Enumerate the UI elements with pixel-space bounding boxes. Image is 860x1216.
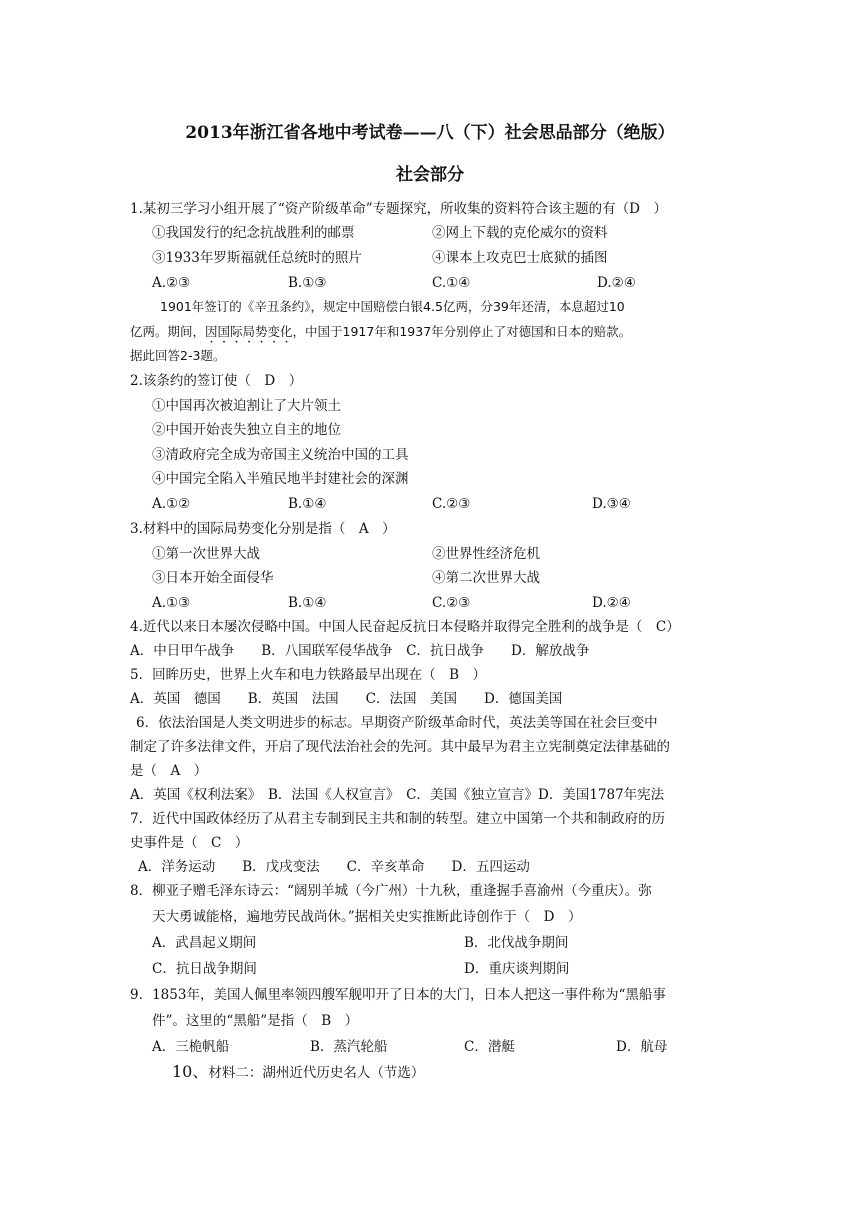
q2-option-b: B.①④ [288,496,327,512]
q3-option-a: A.①③ [152,595,191,611]
q3-option-d: D.②④ [592,595,631,611]
q9-option-d: D．航母 [616,1039,668,1055]
q9-option-c: C．潜艇 [464,1039,515,1055]
material-line-2 [130,323,631,346]
question-6-line-3: 是（ A ） [130,763,208,779]
q8-option-a: A．武昌起义期间 [152,935,257,951]
q1-option-a: A.②③ [152,275,191,291]
q2-statement-1: ①中国再次被迫割让了大片领土 [152,398,341,414]
q2-option-c: C.②③ [432,496,471,512]
q2-option-d: D.③④ [592,496,631,512]
question-1-stem: 1.某初三学习小组开展了“资产阶级革命”专题探究，所收集的资料符合该主题的有（D ） [130,201,668,217]
q9-option-a: A．三桅帆船 [152,1039,230,1055]
q1-option-c: C.①④ [432,275,471,291]
question-9-line-1: 9．1853年，美国人佩里率领四艘军舰叩开了日本的大门，日本人把这一事件称为“黑船事 [130,987,666,1003]
q1-statement-2: ②网上下载的克伦威尔的资料 [432,225,608,241]
question-5-stem: 5．回眸历史，世界上火车和电力铁路最早出现在（ B ） [130,667,487,683]
q8-option-d: D．重庆谈判期间 [464,961,570,977]
q2-statement-4: ④中国完全陷入半殖民地半封建社会的深渊 [152,471,409,487]
q4-options: A．中日甲午战争 B．八国联军侵华战争 C．抗日战争 D．解放战争 [130,643,590,659]
question-4-stem: 4.近代以来日本屡次侵略中国。中国人民奋起反抗日本侵略并取得完全胜利的战争是（ C） [130,619,680,635]
question-8-line-1: 8．柳亚子赠毛泽东诗云：“阔别羊城（今广州）十九秋，重逢握手喜渝州（今重庆）。弥 [130,883,652,899]
q3-statement-1: ①第一次世界大战 [152,546,260,562]
material-line-2-end: ，中国于1917年和1937年分别停止了对德国和日本的赔款。 [292,324,632,339]
q1-statement-1: ①我国发行的纪念抗战胜利的邮票 [152,225,355,241]
q2-option-a: A.①② [152,496,191,512]
question-3-stem: 3.材料中的国际局势变化分别是指（ A ） [130,521,396,537]
q3-statement-3: ③日本开始全面侵华 [152,570,274,586]
question-9-line-2: 件”。这里的“黑船”是指（ B ） [152,1013,359,1029]
q3-option-c: C.②③ [432,595,471,611]
q8-option-c: C．抗日战争期间 [152,961,257,977]
material-line-1: 1901年签订的《辛丑条约》，规定中国赔偿白银4.5亿两，分39年还清，本息超过10 [160,299,625,314]
q7-options: A．洋务运动 B．戊戌变法 C．辛亥革命 D．五四运动 [138,859,530,875]
q2-statement-2: ②中国开始丧失独立自主的地位 [152,422,341,438]
question-7-line-2: 史事件是（ C ） [130,835,249,851]
q6-options: A．英国《权利法案》 B．法国《人权宣言》 C．美国《独立宣言》D．美国1787年宪法 [130,787,665,803]
q2-statement-3: ③清政府完全成为帝国主义统治中国的工具 [152,447,409,463]
q1-option-d: D.②④ [597,275,636,291]
question-10-text: 材料二：湖州近代历史名人（节选） [208,1065,425,1081]
material-emphasis: 因国际局势变化 [205,324,293,339]
q1-option-b: B.①③ [288,275,327,291]
q1-statement-4: ④课本上攻克巴士底狱的插图 [432,250,608,266]
q3-option-b: B.①④ [288,595,327,611]
question-10-number: 10、 [172,1062,209,1081]
section-title: 社会部分 [396,165,464,185]
q3-statement-2: ②世界性经济危机 [432,546,540,562]
q3-statement-4: ④第二次世界大战 [432,570,540,586]
material-line-3: 据此回答2-3题。 [130,348,226,363]
question-6-line-1: 6．依法治国是人类文明进步的标志。早期资产阶级革命时代，英法美等国在社会巨变中 [136,715,658,731]
q5-options: A．英国 德国 B．英国 法国 C．法国 美国 D．德国美国 [130,691,563,707]
question-10 [172,1063,424,1082]
q8-option-b: B．北伐战争期间 [464,935,569,951]
question-2-stem: 2.该条约的签订使（ D ） [130,373,303,389]
page-title: 2013年浙江省各地中考试卷——八（下）社会思品部分（绝版） [185,123,675,143]
q1-statement-3: ③1933年罗斯福就任总统时的照片 [152,250,362,266]
question-7-line-1: 7．近代中国政体经历了从君主专制到民主共和制的转型。建立中国第一个共和制政府的历 [130,811,666,827]
material-line-2-start: 亿两。期间， [130,324,206,339]
question-6-line-2: 制定了许多法律文件，开启了现代法治社会的先河。其中最早为君主立宪制奠定法律基础的 [130,739,670,755]
question-8-line-2: 天大勇诚能格，遍地劳民战尚休。”据相关史实推断此诗创作于（ D ） [152,909,582,925]
q9-option-b: B．蒸汽轮船 [310,1039,388,1055]
